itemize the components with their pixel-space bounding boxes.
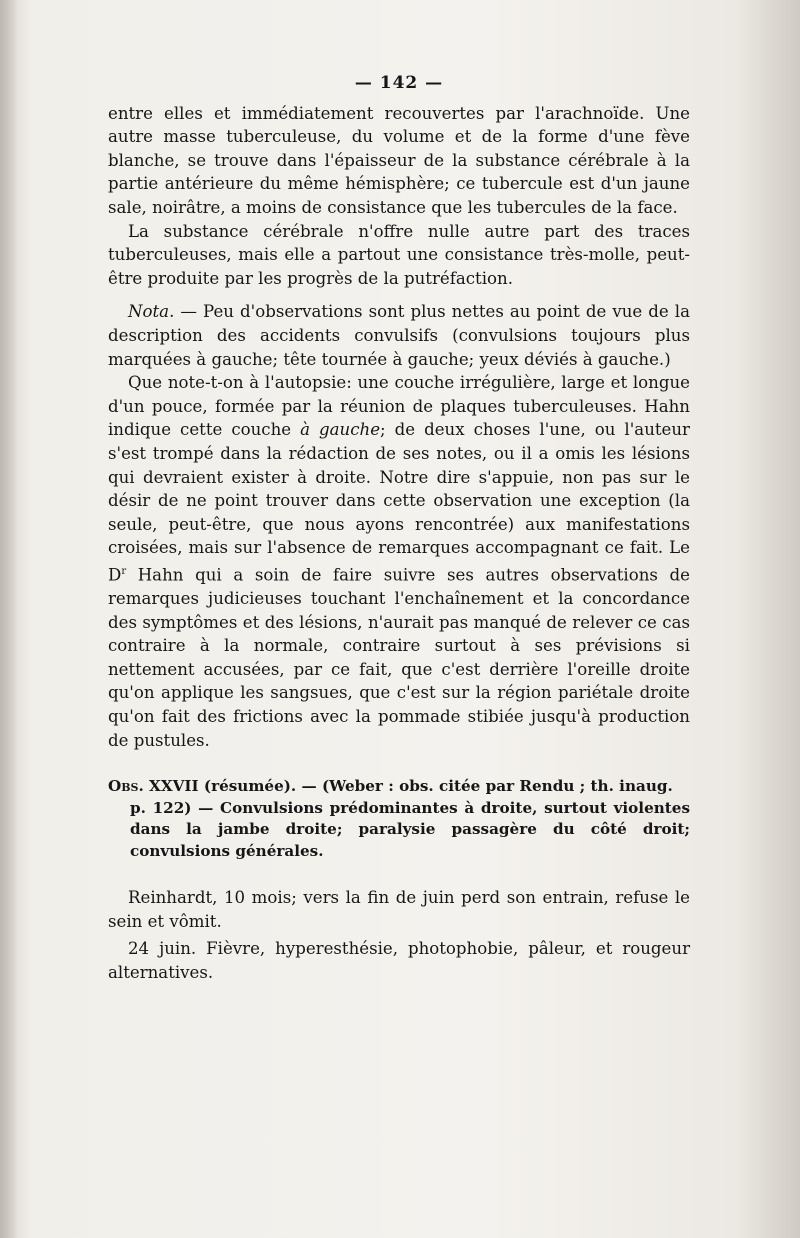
paragraph-nota — [108, 300, 690, 371]
autopsie-text-2: ; de deux choses l'une, ou l'auteur s'est trompé dans la rédaction de ses notes, ou il a omis les lésions qui devraient exister à droite. Notre dire s'appuie, non pas sur le désir de ne point trouver dans cette observation une exception (la seule, peut-être, que nous ayons rencontrée) aux manifestations croisées, mais sur l'absence de remarques accompagnant ce fait. Le D — [108, 420, 690, 585]
paragraph-cerebral-substance: La substance cérébrale n'offre nulle autre part des traces tuberculeuses, mais elle a partout une consistance très-molle, peut-être produite par les progrès de la putréfaction. — [108, 221, 690, 288]
case-paragraph-1: Reinhardt, 10 mois; vers la fin de juin perd son entrain, refuse le sein et vômit. — [108, 888, 690, 931]
case-paragraph-2: 24 juin. Fièvre, hyperesthésie, photophobie, pâleur, et rougeur alternatives. — [108, 939, 690, 982]
paragraph-autopsie — [108, 371, 690, 752]
page-gutter-shadow — [0, 0, 18, 1238]
observation-heading — [108, 776, 690, 798]
page-number: — 142 — — [354, 73, 444, 93]
autopsie-text-3: Hahn qui a soin de faire suivre ses autres observations de remarques judicieuses touchant l'enchaînement et la concordance des symptômes et des lésions, n'aurait pas manqué de relever ce cas contraire à la normale, contraire surtout à ses prévisions si nettement accusées, par ce fait, que c'est derrière l'oreille droite qu'on applique les sangsues, que c'est sur la région pariétale droite qu'on fait des frictions avec la pommade stibiée jusqu'à production de pustules. — [108, 565, 690, 750]
autopsie-superscript: r — [121, 565, 127, 577]
autopsie-text-1: Que note-t-on à l'autopsie: une couche irrégulière, large et longue d'un pouce, formée par la réunion de plaques tuberculeuses. Hahn indique cette couche — [108, 373, 690, 440]
observation-summary: p. 122) — Convulsions prédominantes à droite, surtout violentes dans la jambe droite; paralysie passagère du côté droit; convulsions générales. — [130, 798, 690, 860]
paragraph-tubercle-description: entre elles et immédiatement recouvertes par l'arachnoïde. Une autre masse tuberculeuse, du volume et de la forme d'une fève blanche, se trouve dans l'épaisseur de la substance cérébrale à la partie antérieure du même hémisphère; ce tubercule est d'un jaune sale, noirâtre, a moins de consistance que les tubercules de la face. — [108, 103, 690, 217]
autopsie-italic: à gauche — [300, 420, 381, 440]
section-spacer — [108, 862, 690, 886]
observation-head: (résumée). — (Weber : obs. citée par Rendu ; th. inaug. — [198, 777, 673, 796]
nota-label: Nota. — [128, 302, 175, 322]
nota-text: — Peu d'observations sont plus nettes au point de vue de la description des accidents convulsifs (convulsions toujours plus marquées à gauche; tête tournée à gauche; yeux déviés à gauche.) — [108, 302, 690, 369]
page-text-block — [108, 72, 690, 985]
observation-label: Obs. XXVII — [108, 777, 199, 796]
